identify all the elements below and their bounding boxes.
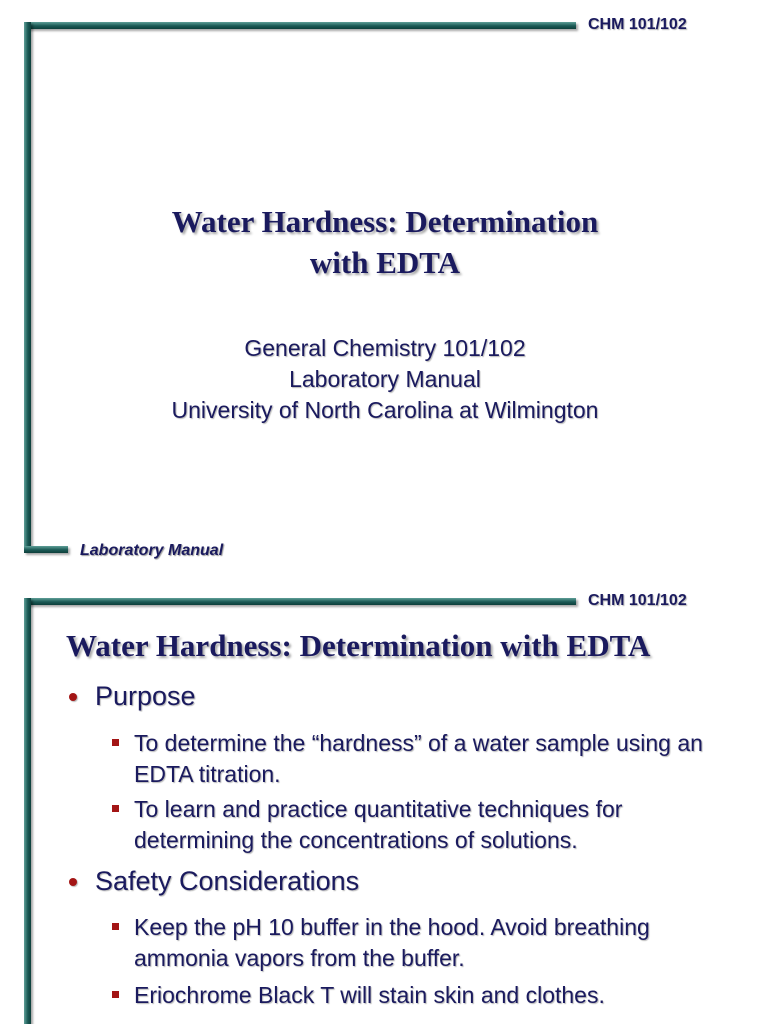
slide-heading: Water Hardness: Determination with EDTA <box>66 628 651 663</box>
sub-bullet <box>110 728 710 790</box>
sub-bullet <box>110 794 710 856</box>
content-slide <box>0 576 768 1024</box>
footer-label: Laboratory Manual <box>80 542 224 559</box>
slide-title <box>60 201 710 283</box>
slide-subtitle <box>60 333 710 426</box>
sub-bullet-text: To determine the “hardness” of a water sample using an EDTA titration. <box>134 730 703 787</box>
subtitle-line: General Chemistry 101/102 <box>244 335 526 361</box>
sub-bullet <box>110 912 710 974</box>
sub-bullet-text: Keep the pH 10 buffer in the hood. Avoid breathing ammonia vapors from the buffer. <box>134 914 650 971</box>
sub-bullet-text: To learn and practice quantitative techniques for determining the concentrations of solutions. <box>134 796 623 853</box>
course-code: CHM 101/102 <box>588 16 687 33</box>
bullet-square-icon <box>112 739 119 746</box>
bullet-dot-icon <box>69 878 77 886</box>
bullet-square-icon <box>112 923 119 930</box>
course-code: CHM 101/102 <box>588 592 687 609</box>
sub-bullet-text: Eriochrome Black T will stain skin and clothes. <box>134 982 605 1008</box>
bullet-label: Safety Considerations <box>95 866 360 896</box>
frame-top-bar <box>24 598 576 605</box>
bullet-square-icon <box>112 805 119 812</box>
subtitle-line: Laboratory Manual <box>289 366 481 392</box>
bullet-dot-icon <box>69 693 77 701</box>
bullet-square-icon <box>112 991 119 998</box>
frame-bottom-bar <box>24 546 68 553</box>
frame-top-bar <box>24 22 576 29</box>
sub-bullet <box>110 980 710 1011</box>
bullet-label: Purpose <box>95 681 196 711</box>
slide-title-line: with EDTA <box>309 245 461 280</box>
subtitle-line: University of North Carolina at Wilmington <box>171 397 599 423</box>
slide-title-line: Water Hardness: Determination <box>171 204 599 239</box>
frame-left-bar <box>24 598 31 1024</box>
frame-left-bar <box>24 22 31 550</box>
